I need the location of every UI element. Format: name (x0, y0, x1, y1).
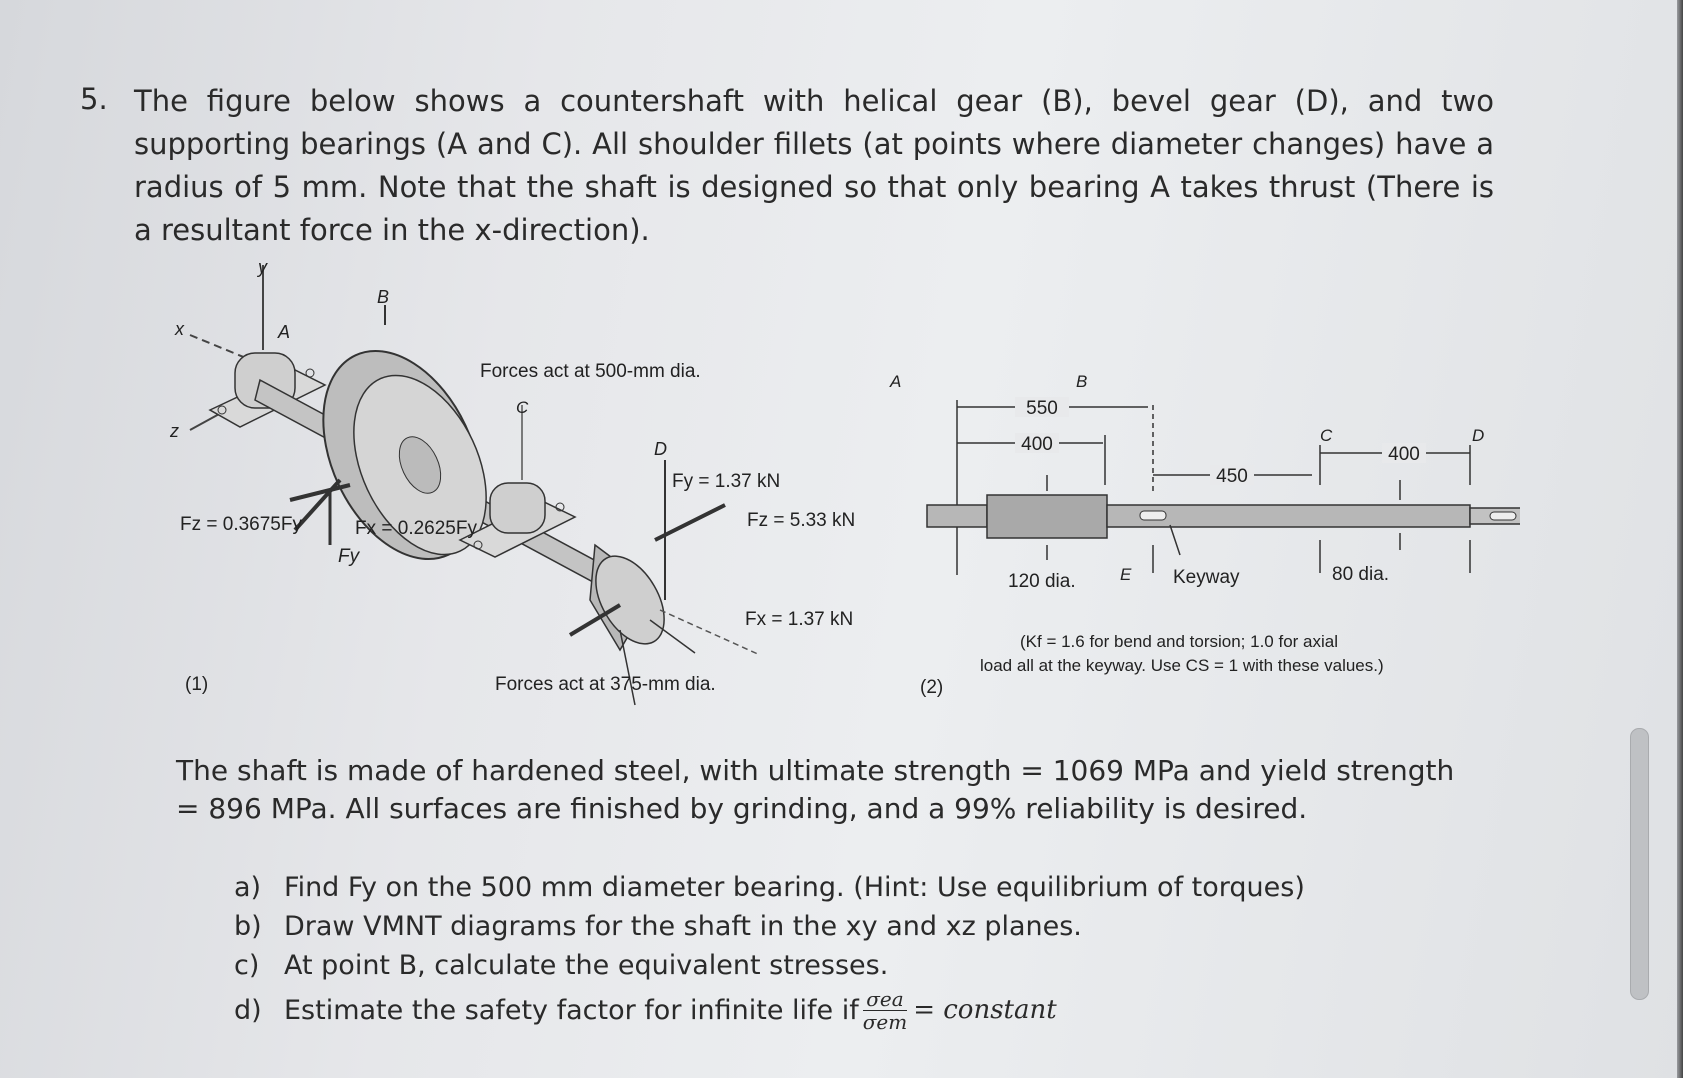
force-fy-gear-b: Fy (338, 546, 360, 567)
label-c: C (516, 398, 529, 417)
part-a (234, 868, 1305, 907)
fraction-equals-constant: = constant (913, 995, 1057, 1025)
part-b-text: Draw VMNT diagrams for the shaft in the xy and xz planes. (284, 911, 1082, 942)
force-fz-gear-d: Fz = 5.33 kN (747, 510, 856, 531)
part-d-text: Estimate the safety factor for infinite life if (284, 994, 859, 1026)
figure-1-number: (1) (185, 674, 209, 695)
force-fx-gear-b: Fx = 0.2625Fy (355, 518, 477, 539)
label-d: D (654, 439, 667, 459)
force-fz-gear-b: Fz = 0.3675Fy (180, 514, 302, 535)
part-a-label: a) (234, 872, 262, 903)
axis-y-label: y (258, 257, 267, 277)
dim-450: 450 (1216, 466, 1248, 487)
stress-ratio-fraction (863, 988, 907, 1033)
part-c-text: At point B, calculate the equivalent stresses. (284, 950, 889, 981)
part-a-text: Find Fy on the 500 mm diameter bearing. (Hint: Use equilibrium of torques) (284, 872, 1305, 903)
figure-2-number: (2) (920, 677, 944, 698)
fig2-note-line-1: (Kf = 1.6 for bend and torsion; 1.0 for axial (1020, 632, 1338, 651)
label-b: B (377, 287, 390, 307)
keyway-label: Keyway (1173, 567, 1240, 588)
screen-edge (1677, 0, 1683, 1078)
axis-z-label: z (170, 421, 179, 441)
part-d-label: d) (234, 994, 262, 1026)
fraction-denominator: σem (862, 1009, 908, 1034)
figure-2-dimension-drawing (889, 372, 1520, 698)
fig2-label-b: B (1076, 372, 1088, 391)
label-a: A (278, 322, 291, 342)
fig2-label-c: C (1320, 426, 1333, 445)
part-d (234, 985, 1305, 1035)
fig2-label-d: D (1472, 426, 1485, 445)
figure-1-shaft-drawing (169, 257, 855, 705)
part-c (234, 946, 1305, 985)
dim-400-left: 400 (1021, 434, 1053, 455)
fig2-label-a: A (890, 372, 902, 391)
dim-80-dia: 80 dia. (1332, 564, 1390, 585)
caption-375mm: Forces act at 375-mm dia. (495, 674, 716, 695)
caption-500mm: Forces act at 500-mm dia. (480, 361, 701, 382)
axis-x-label: x (175, 319, 184, 339)
question-parts (234, 868, 1305, 1035)
force-fy-gear-d: Fy = 1.37 kN (672, 471, 781, 492)
dim-120-dia: 120 dia. (1008, 571, 1076, 592)
material-statement: The shaft is made of hardened steel, with ultimate strength = 1069 MPa and yield strength = 896 MPa. All surfaces are finished by grinding, and a 99% reliability is desired. (176, 754, 1455, 825)
part-c-label: c) (234, 950, 260, 981)
fig2-label-e: E (1120, 565, 1132, 584)
question-number: 5. (80, 82, 108, 116)
part-b (234, 907, 1305, 946)
dim-550: 550 (1026, 398, 1058, 419)
scrollbar[interactable] (1630, 728, 1649, 1000)
question-statement: The figure below shows a countershaft with helical gear (B), bevel gear (D), and two supporting bearings (A and C). All shoulder fillets (at points where diameter changes) have a radius of 5 mm. Note that the shaft is designed so that only bearing A takes thrust (There is a resultant force in the x-direction). (134, 84, 1494, 247)
part-b-label: b) (234, 911, 262, 942)
fig2-note-line-2: load all at the keyway. Use CS = 1 with these values.) (980, 656, 1384, 675)
fraction-numerator: σea (863, 988, 906, 1011)
figure (150, 255, 1520, 715)
force-fx-gear-d: Fx = 1.37 kN (745, 609, 854, 630)
dim-400-right: 400 (1388, 444, 1420, 465)
